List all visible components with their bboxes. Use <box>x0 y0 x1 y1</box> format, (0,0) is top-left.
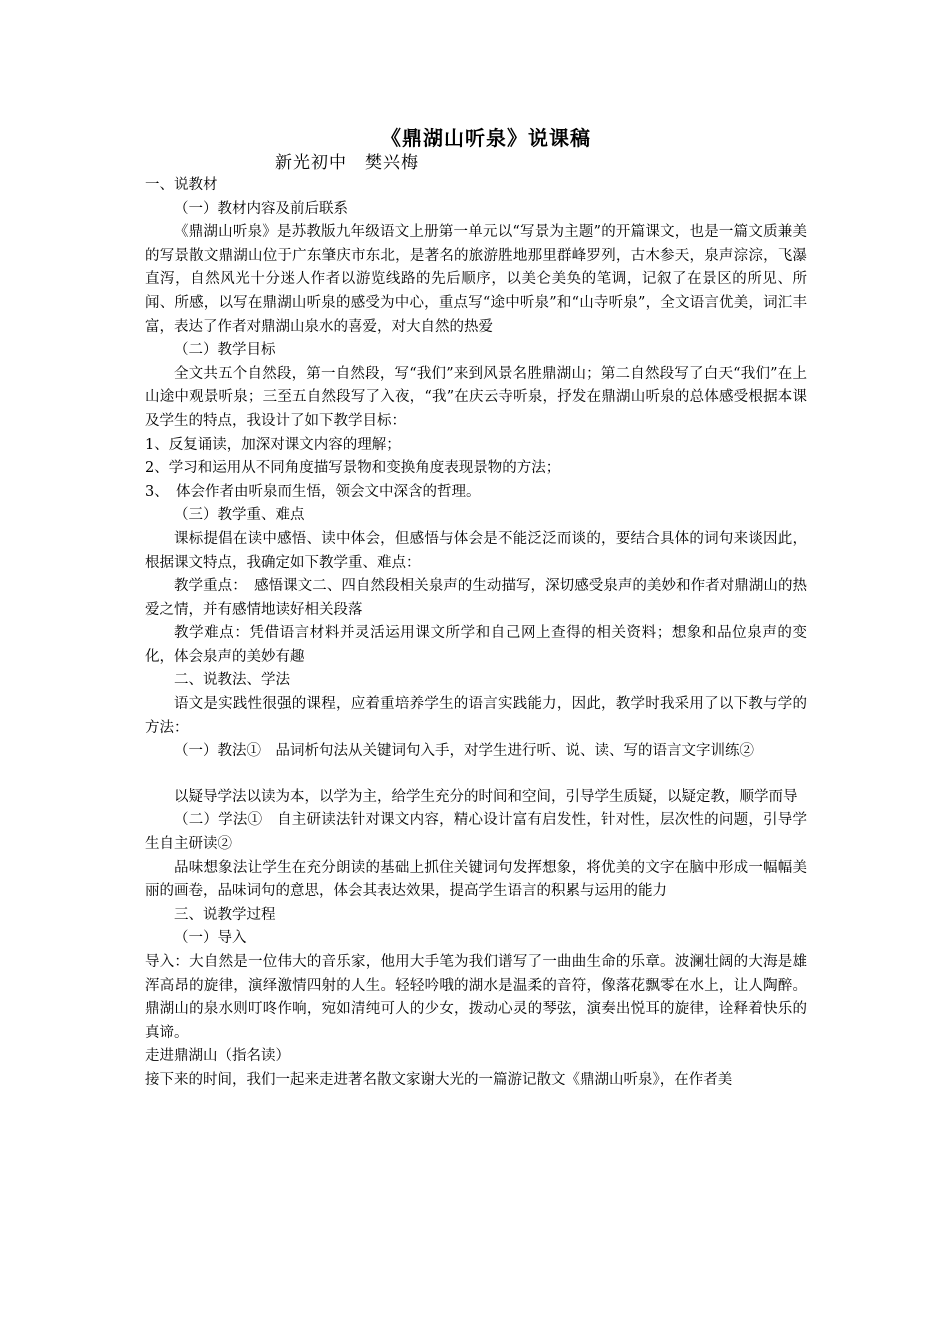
body-paragraph: 走进鼎湖山（指名读） <box>145 1048 290 1065</box>
body-paragraph: 教学重点： 感悟课文二、四自然段相关泉声的生动描写，深切感受泉声的美妙和作者对鼎湖山的热爱之情，并有感情地读好相关段落 <box>145 578 807 618</box>
body-paragraph: 导入：大自然是一位伟大的音乐家，他用大手笔为我们谱写了一曲曲生命的乐章。波澜壮阔的大海是雄浑高昂的旋律，演绎激情四射的人生。轻轻吟哦的湖水是温柔的音符，像落花飘零在水上，让人陶醉。鼎湖山的泉水则叮咚作响，宛如清纯可人的少女，拨动心灵的琴弦，演奏出悦耳的旋律，诠释着快乐的真谛。 <box>145 954 807 1041</box>
section-heading: 三、说教学过程 <box>174 906 276 923</box>
body-paragraph: （一）教法① 品词析句法从关键词句入手，对学生进行听、说、读、写的语言文字训练② <box>174 743 754 760</box>
body-paragraph: （二）学法① 自主研读法针对课文内容，精心设计富有启发性，针对性，层次性的问题，引导学生自主研读② <box>145 812 807 853</box>
section-heading: 一、说教材 <box>145 177 218 193</box>
section-heading: 二、说教法、学法 <box>174 672 290 689</box>
body-paragraph: 品味想象法让学生在充分朗读的基础上抓住关键词句发挥想象，将优美的文字在脑中形成一幅幅美丽的画卷，品味词句的意思，体会其表达效果，提高学生语言的积累与运用的能力 <box>145 859 807 900</box>
list-item: 1、反复诵读，加深对课文内容的理解； <box>145 436 401 453</box>
body-paragraph: 课标提倡在读中感悟、读中体会，但感悟与体会是不能泛泛而谈的，要结合具体的词句来谈因此，根据课文特点，我确定如下教学重、难点： <box>145 530 807 571</box>
subsection-heading: （三）教学重、难点 <box>174 507 305 524</box>
body-paragraph: 《鼎湖山听泉》是苏教版九年级语文上册第一单元以“写景为主题”的开篇课文，也是一篇文质兼美的写景散文鼎湖山位于广东肇庆市东北，是著名的旅游胜地那里群峰罗列，古木参天，泉声淙淙，飞瀑直泻，自然风光十分迷人作者以游览线路的先后顺序，以美仑美奂的笔调，记叙了在景区的所见、所闻、所感，以写在鼎湖山听泉的感受为中心，重点写“途中听泉”和“山寺听泉”，全文语言优美，词汇丰富，表达了作者对鼎湖山泉水的喜爱，对大自然的热爱 <box>145 224 807 335</box>
document-body <box>145 124 807 1093</box>
body-paragraph: 教学难点：凭借语言材料并灵活运用课文所学和自己网上查得的相关资料；想象和品位泉声的变化，体会泉声的美妙有趣 <box>145 625 807 665</box>
blank-line <box>145 764 807 786</box>
subsection-heading: （一）教材内容及前后联系 <box>174 200 348 217</box>
body-paragraph: 全文共五个自然段，第一自然段，写“我们”来到风景名胜鼎湖山；第二自然段写了白天“我们”在上山途中观景听泉；三至五自然段写了入夜，“我”在庆云寺听泉，抒发在鼎湖山听泉的总体感受根据本课及学生的特点，我设计了如下教学目标： <box>145 365 807 429</box>
subsection-heading: （一）导入 <box>174 930 247 947</box>
list-item: 2、学习和运用从不同角度描写景物和变换角度表现景物的方法； <box>145 460 561 477</box>
subsection-heading: （二）教学目标 <box>174 342 276 359</box>
author-line: 新光初中 樊兴梅 <box>275 153 419 173</box>
list-item: 3、 体会作者由听泉而生悟，领会文中深含的哲理。 <box>145 483 481 500</box>
body-paragraph: 接下来的时间，我们一起来走进著名散文家谢大光的一篇游记散文《鼎湖山听泉》，在作者美 <box>145 1071 733 1088</box>
document-title: 《鼎湖山听泉》说课稿 <box>381 126 591 150</box>
body-paragraph: 以疑导学法以读为本，以学为主，给学生充分的时间和空间，引导学生质疑，以疑定教，顺学而导 <box>174 788 798 805</box>
body-paragraph: 语文是实践性很强的课程，应着重培养学生的语言实践能力，因此，教学时我采用了以下教与学的方法： <box>145 696 807 736</box>
